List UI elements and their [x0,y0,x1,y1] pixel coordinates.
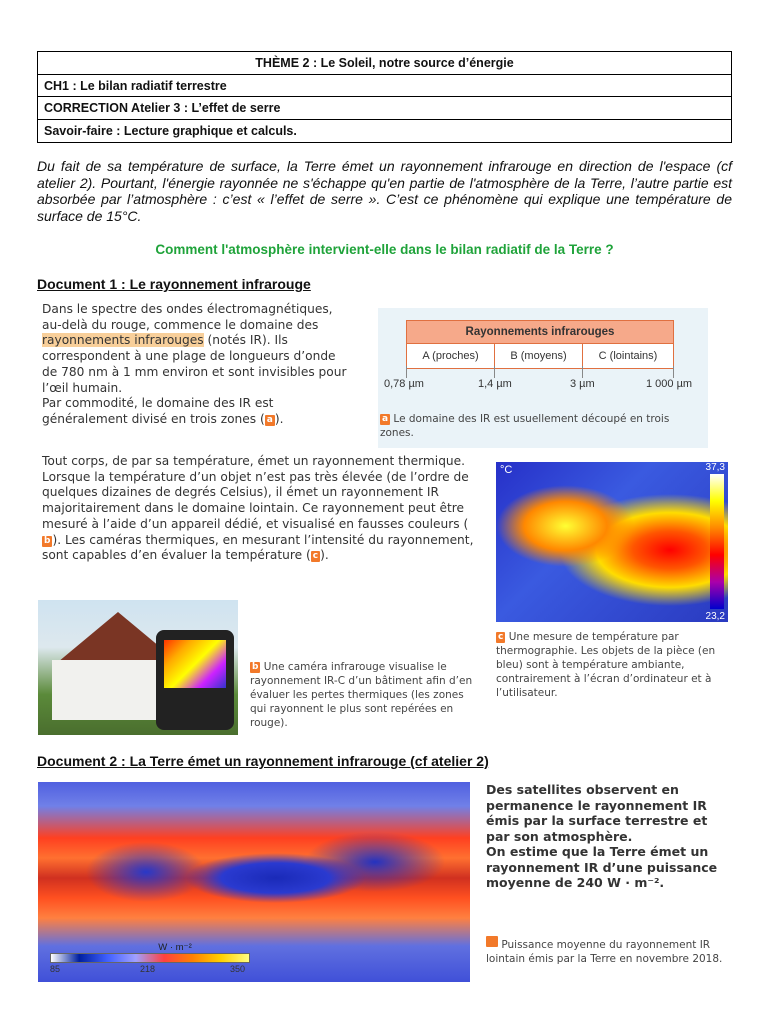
skills-title: Savoir-faire : Lecture graphique et calculs. [44,123,297,138]
ir-zone-c: C (lointains) [583,344,673,368]
caption-a: a Le domaine des IR est usuellement découpé en trois zones. [380,413,670,439]
intro-paragraph: Du fait de sa température de surface, la Terre émet un rayonnement infrarouge en direction de l'espace (cf atelier 2). Pourtant, l'énergie rayonnée ne s'échappe qu'en partie de l'atmosphère de la Terre, l’autre partie est absorbée par l’atmosphère : c’est « l’effet de serre ». C’est ce phénomène qui explique une température de surface de 15°C. [37,158,732,224]
chapter-title: CH1 : Le bilan radiatif terrestre [38,75,731,98]
doc2-title: Document 2 : La Terre émet un rayonnement infrarouge (cf atelier 2) [37,753,489,769]
caption-c: c Une mesure de température par thermographie. Les objets de la pièce (en bleu) sont à température ambiante, contrairement à l’écran d’ordinateur et à l’utilisateur. [496,631,716,699]
thermal-image [496,462,728,622]
caption-map: Puissance moyenne du rayonnement IR lointain émis par la Terre en novembre 2018. [486,936,736,966]
thermal-unit: °C [500,464,513,476]
highlight-infrared: rayonnements infrarouges [42,333,204,348]
thermal-min: 23,2 [705,611,725,622]
ir-tick-3: 3 µm [570,378,595,390]
doc1-paragraph-2: Tout corps, de par sa température, émet un rayonnement thermique. Lorsque la température d’un objet n’est pas très élevée (de l’ordre de quelques dizaines de degrés Celsius), il émet un rayonnement IR majoritairement dans le domaine lointain. Ce rayonnement peut être mesuré à l’aide d’un appareil dédié, et visualisé en fausses couleurs (b ). Les caméras thermiques, en mesurant l’intensité du rayonnement, sont capables d’en évaluer la température ( c ). [42,454,474,563]
house-camera-photo [38,600,238,735]
theme-title: THÈME 2 : Le Soleil, notre source d’énergie [38,52,731,75]
header-table [37,51,732,143]
tag-a: a [266,414,273,425]
doc2-paragraph-1: Des satellites observent en permanence le rayonnement IR émis par la surface terrestre et par son atmosphère. [486,782,708,844]
main-question: Comment l'atmosphère intervient-elle dans le bilan radiatif de la Terre ? [155,242,614,257]
atelier-title: CORRECTION Atelier 3 : L’effet de serre [38,97,731,120]
legend-tick-mid: 218 [140,964,156,974]
doc2-paragraph-2: On estime que la Terre émet un rayonnement IR d’une puissance moyenne de 240 W · m⁻². [486,844,718,890]
legend-colorbar [50,953,250,963]
ir-table-head: Rayonnements infrarouges [407,321,673,344]
legend-tick-max: 350 [230,964,246,974]
ir-zone-a: A (proches) [407,344,495,368]
legend-tick-min: 85 [50,964,61,974]
thermal-max: 37,3 [705,462,725,473]
ir-tick-2: 1,4 µm [478,378,512,390]
map-legend [50,942,250,975]
tag-b: b [44,535,51,546]
ir-zone-b: B (moyens) [495,344,583,368]
caption-b: b Une caméra infrarouge visualise le rayonnement IR-C d’un bâtiment afin d’en évaluer les pertes thermiques (les zones qui rayonnent le plus sont repérées en rouge). [250,661,473,729]
tag-c: c [312,551,319,562]
earth-ir-map [38,782,470,982]
ir-tick-4: 1 000 µm [646,378,693,390]
camera-icon [156,630,234,730]
ir-tick-1: 0,78 µm [384,378,424,390]
ir-zones-table [406,320,674,369]
doc2-text [486,782,734,891]
thermal-scale [710,474,724,609]
doc1-title: Document 1 : Le rayonnement infrarouge [37,276,311,292]
doc1-paragraph-1: Dans le spectre des ondes électromagnétiques, au-delà du rouge, commence le domaine des rayonnements infrarouges (notés IR). Ils correspondent à une plage de longueurs d’onde de 780 nm à 1 mm environ et sont invisibles pour l’œil humain. Par commodité, le domaine des IR est généralement divisé en trois zones ( a ). [42,302,347,426]
legend-unit: W · m⁻² [158,942,192,953]
